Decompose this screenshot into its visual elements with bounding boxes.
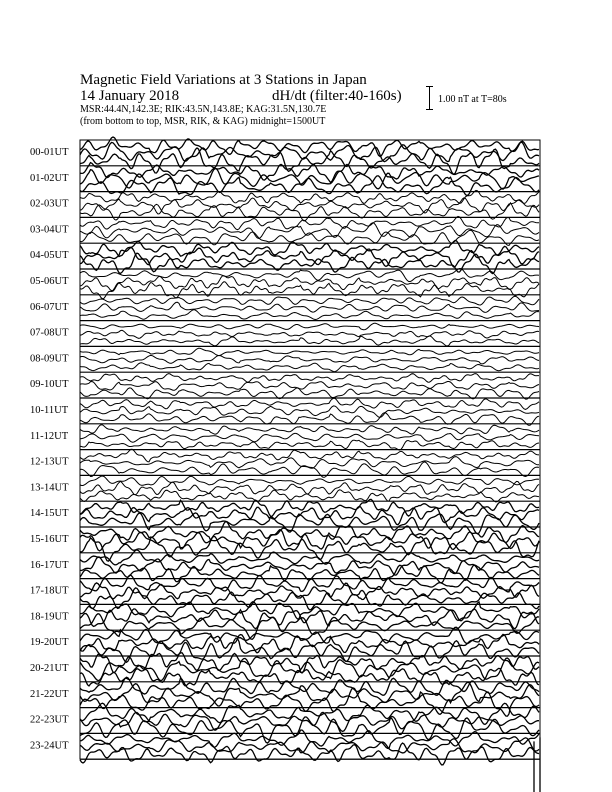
trace-rik (80, 142, 539, 162)
trace-kag (80, 348, 539, 355)
trace-rik (80, 583, 539, 600)
filter-label: dH/dt (filter:40-160s) (272, 88, 402, 104)
row-label: 17-18UT (30, 585, 69, 597)
row-label: 00-01UT (30, 147, 69, 158)
row-label: 18-19UT (30, 611, 69, 623)
trace-msr (80, 363, 539, 372)
stations-label: MSR:44.4N,142.3E; RIK:43.5N,143.8E; KAG:31.5N,130.7E (80, 104, 327, 115)
date-label: 14 January 2018 (80, 88, 180, 104)
end-spike (534, 737, 540, 792)
trace-rik (80, 457, 539, 469)
chart-title: Magnetic Field Variations at 3 Stations in Japan (80, 72, 367, 88)
trace-msr (80, 310, 539, 320)
row-label: 14-15UT (30, 508, 69, 520)
row-label: 07-08UT (30, 327, 69, 339)
row-label: 12-13UT (30, 456, 69, 468)
row-label: 22-23UT (30, 714, 69, 726)
trace-rik (80, 433, 539, 442)
trace-msr (80, 490, 539, 502)
trace-kag (80, 398, 539, 409)
row-label: 01-02UT (30, 172, 69, 184)
row-label: 23-24UT (30, 740, 69, 752)
row-label: 15-16UT (30, 534, 69, 545)
trace-kag (80, 374, 539, 383)
trace-kag (80, 323, 539, 329)
trace-msr (80, 282, 539, 299)
row-label: 04-05UT (30, 250, 69, 262)
trace-kag (80, 216, 539, 229)
trace-msr (80, 588, 539, 610)
row-label: 20-21UT (30, 663, 69, 674)
trace-rik (80, 382, 539, 391)
trace-kag (80, 499, 539, 516)
trace-msr (80, 743, 539, 765)
trace-rik (80, 481, 539, 495)
trace-msr (80, 440, 539, 450)
row-label: 05-06UT (30, 276, 69, 287)
scale-label: 1.00 nT at T=80s (438, 94, 507, 105)
row-label: 21-22UT (30, 688, 69, 700)
row-label: 02-03UT (30, 198, 69, 210)
trace-rik (80, 406, 539, 418)
trace-kag (80, 425, 539, 435)
trace-rik (80, 302, 539, 312)
trace-kag (80, 296, 539, 305)
row-label: 16-17UT (30, 559, 69, 571)
trace-kag (80, 677, 539, 695)
trace-rik (80, 276, 539, 291)
trace-kag (80, 550, 539, 565)
trace-kag (80, 449, 539, 462)
trace-kag (80, 269, 539, 282)
trace-msr (80, 614, 539, 640)
row-label: 03-04UT (30, 224, 69, 236)
row-label: 11-12UT (30, 430, 69, 442)
trace-rik (80, 355, 539, 364)
row-label: 10-11UT (30, 405, 69, 416)
trace-kag (80, 476, 539, 486)
row-label: 06-07UT (30, 301, 69, 313)
row-label: 08-09UT (30, 353, 69, 365)
trace-msr (80, 336, 539, 346)
row-label: 19-20UT (30, 637, 69, 649)
row-label: 13-14UT (30, 482, 69, 494)
order-note: (from bottom to top, MSR, RIK, & KAG) midnight=1500UT (80, 116, 326, 127)
trace-msr (80, 253, 539, 274)
row-label: 09-10UT (30, 379, 69, 391)
trace-rik (80, 330, 539, 338)
trace-kag (80, 730, 539, 748)
